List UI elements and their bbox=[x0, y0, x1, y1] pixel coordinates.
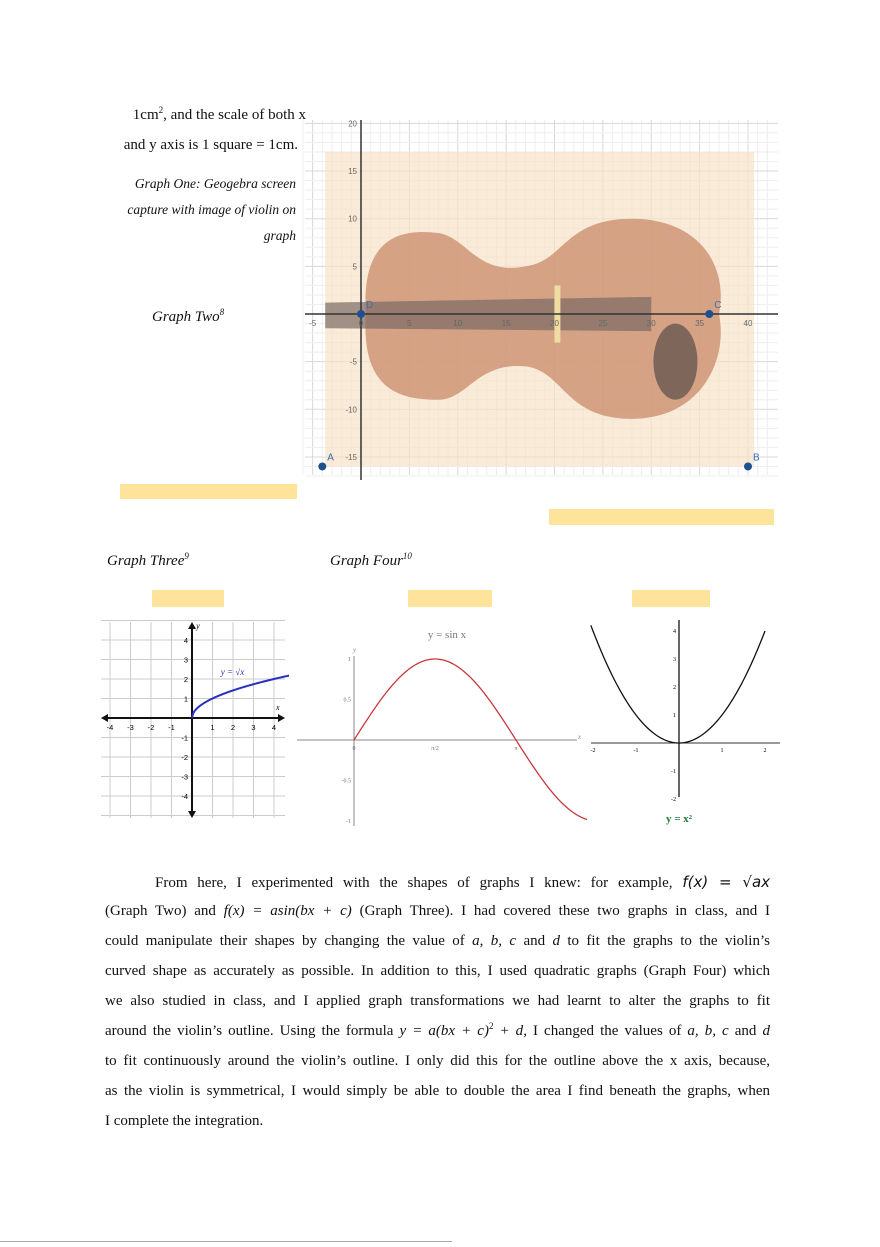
point-label: C bbox=[714, 300, 722, 311]
text-run: as the violin is symmetrical, I would simply be able to double the area I find beneath the graphs, when bbox=[105, 1083, 770, 1099]
x-axis-label: x bbox=[276, 703, 280, 713]
x-axis-label: x bbox=[578, 733, 582, 741]
y-tick-label: 3 bbox=[673, 657, 676, 663]
point-A bbox=[318, 462, 326, 470]
x-tick-label: -2 bbox=[147, 723, 155, 732]
y-tick-label: 3 bbox=[183, 655, 188, 665]
highlight-box bbox=[408, 590, 492, 607]
x-tick-label: 40 bbox=[743, 319, 753, 328]
intro-line-1 bbox=[106, 100, 306, 130]
violin-chinrest bbox=[653, 324, 697, 400]
text-run: d bbox=[762, 1023, 770, 1039]
text-run: to fit continuously around the violin’s outline. I only did this for the outline above the x axis, because, bbox=[105, 1053, 770, 1069]
body-line bbox=[105, 993, 770, 1010]
caption-line: Graph One: Geogebra screen bbox=[134, 176, 296, 191]
y-tick-label: -15 bbox=[345, 452, 357, 462]
graph-three-caption bbox=[107, 553, 189, 570]
y-tick-label: -5 bbox=[349, 357, 357, 367]
text-run: From here, I experimented with the shapes of graphs I knew: for example, bbox=[155, 875, 683, 891]
y-tick-label: 5 bbox=[352, 262, 357, 272]
graph-one-caption bbox=[100, 171, 296, 249]
x-tick-label: -5 bbox=[309, 319, 317, 328]
y-tick-label: -4 bbox=[181, 792, 188, 801]
x-tick-label: π/2 bbox=[431, 746, 439, 752]
footnote-ref: 8 bbox=[219, 307, 225, 317]
body-line bbox=[105, 963, 770, 980]
curve-label: y = x² bbox=[665, 813, 693, 825]
graph-two-caption bbox=[152, 309, 224, 326]
highlight-box bbox=[152, 590, 224, 607]
x-tick-label: 4 bbox=[271, 723, 277, 732]
intro-line-2: and y axis is 1 square = 1cm. bbox=[123, 137, 298, 153]
text: Graph Three bbox=[107, 553, 185, 569]
x-tick-label: 0 bbox=[352, 746, 356, 752]
point-label: D bbox=[366, 300, 374, 311]
footnote-divider bbox=[0, 1241, 452, 1242]
y-tick-label: -2 bbox=[671, 797, 676, 803]
point-label: A bbox=[327, 452, 334, 464]
parabola-graph bbox=[588, 615, 783, 830]
x-tick-label: 5 bbox=[407, 319, 412, 328]
text-run: could manipulate their shapes by changing the value of bbox=[105, 933, 473, 949]
y-tick-label: -1 bbox=[346, 819, 351, 825]
text-run: curved shape as accurately as possible. In addition to this, I used quadratic graphs (Graph Four) which bbox=[105, 963, 770, 979]
text-run: around the violin’s outline. Using the formula bbox=[105, 1023, 400, 1039]
x-tick-label: -3 bbox=[127, 723, 134, 732]
y-tick-label: 2 bbox=[183, 675, 188, 684]
point-D bbox=[357, 310, 365, 318]
y-tick-label: -0.5 bbox=[341, 778, 351, 785]
text-run: (Graph Two) and bbox=[105, 903, 224, 919]
x-tick-label: 1 bbox=[210, 723, 215, 732]
text-run: and bbox=[516, 933, 553, 949]
y-tick-label: -1 bbox=[181, 733, 188, 743]
text-run: to fit the graphs to the violin’s bbox=[560, 933, 770, 949]
body-line bbox=[105, 933, 770, 950]
body-line bbox=[105, 1083, 770, 1100]
text: Graph Four bbox=[330, 553, 403, 569]
y-tick-label: 10 bbox=[348, 214, 357, 224]
geogebra-violin-graph bbox=[300, 115, 780, 485]
text-run: f(x) = √ax bbox=[682, 873, 771, 891]
curve-label: y = √x bbox=[220, 667, 245, 678]
y-axis-label: y bbox=[353, 646, 357, 654]
parabola-curve bbox=[591, 625, 765, 743]
text-run: I complete the integration. bbox=[105, 1113, 264, 1129]
text-run: we also studied in class, and I applied graph transformations we had learnt to alter the graphs to fit bbox=[105, 993, 770, 1009]
y-tick-label: 4 bbox=[183, 636, 188, 645]
highlight-box bbox=[632, 590, 710, 607]
y-tick-label: 15 bbox=[348, 167, 357, 177]
text-run: f(x) = asin(bx + c) bbox=[223, 903, 352, 919]
text-run: a, b, c bbox=[687, 1023, 729, 1039]
x-tick-label: -2 bbox=[590, 748, 596, 754]
text-run: a, b, c bbox=[472, 933, 517, 949]
x-tick-label: -4 bbox=[106, 723, 114, 732]
x-tick-label: 10 bbox=[453, 319, 463, 328]
footnote-ref: 10 bbox=[402, 551, 412, 561]
y-tick-label: -2 bbox=[181, 753, 188, 762]
superscript: 2 bbox=[158, 105, 164, 115]
text: Graph Two bbox=[152, 309, 220, 325]
y-tick-label: 0.5 bbox=[343, 697, 351, 704]
y-tick-label: 1 bbox=[183, 694, 188, 704]
text-run: , I changed the values of bbox=[523, 1023, 688, 1039]
x-tick-label: π bbox=[514, 746, 518, 752]
text: 1cm bbox=[132, 107, 159, 123]
point-label: B bbox=[753, 452, 760, 464]
body-line bbox=[105, 1053, 770, 1070]
x-tick-label: -1 bbox=[168, 723, 175, 732]
body-line bbox=[155, 873, 770, 892]
text: , and the scale of both x bbox=[163, 107, 306, 123]
x-tick-label: 35 bbox=[695, 319, 705, 328]
y-tick-label: 20 bbox=[348, 119, 357, 129]
highlight-box bbox=[120, 484, 297, 499]
x-tick-label: 3 bbox=[251, 723, 256, 732]
x-tick-label: 20 bbox=[550, 319, 559, 328]
graph-title: y = sin x bbox=[427, 629, 467, 641]
text-run: d bbox=[552, 933, 560, 949]
x-tick-label: 25 bbox=[598, 319, 608, 328]
y-tick-label: 1 bbox=[673, 713, 676, 719]
sqrt-graph bbox=[99, 620, 289, 820]
sine-graph bbox=[292, 620, 587, 830]
x-tick-label: 0 bbox=[358, 319, 364, 328]
text-run: + d bbox=[493, 1023, 524, 1039]
point-C bbox=[705, 310, 713, 318]
x-tick-label: 30 bbox=[646, 319, 656, 328]
y-tick-label: -1 bbox=[671, 769, 676, 775]
body-line bbox=[105, 903, 770, 920]
x-tick-label: 2 bbox=[230, 723, 236, 732]
point-B bbox=[744, 462, 752, 470]
caption-line: capture with image of violin on bbox=[127, 202, 296, 217]
text-run: 2 bbox=[488, 1021, 494, 1031]
caption-line: graph bbox=[263, 228, 296, 243]
x-tick-label: 2 bbox=[763, 748, 767, 754]
x-tick-label: 1 bbox=[720, 748, 724, 754]
y-axis-label: y bbox=[196, 621, 200, 631]
highlight-box bbox=[549, 509, 774, 525]
footnote-ref: 9 bbox=[184, 551, 189, 561]
x-tick-label: -1 bbox=[633, 748, 639, 754]
text-run: and bbox=[728, 1023, 763, 1039]
y-tick-label: 2 bbox=[673, 685, 676, 691]
text-run: (Graph Three). I had covered these two graphs in class, and I bbox=[351, 903, 770, 919]
y-tick-label: -3 bbox=[181, 772, 188, 782]
body-line bbox=[105, 1113, 770, 1130]
y-tick-label: 4 bbox=[673, 629, 676, 635]
graph-four-caption bbox=[330, 553, 412, 570]
body-line bbox=[105, 1023, 770, 1040]
y-tick-label: 1 bbox=[348, 657, 351, 663]
y-tick-label: -10 bbox=[345, 405, 357, 415]
x-tick-label: 15 bbox=[501, 319, 511, 328]
text-run: y = a(bx + c) bbox=[399, 1023, 489, 1039]
